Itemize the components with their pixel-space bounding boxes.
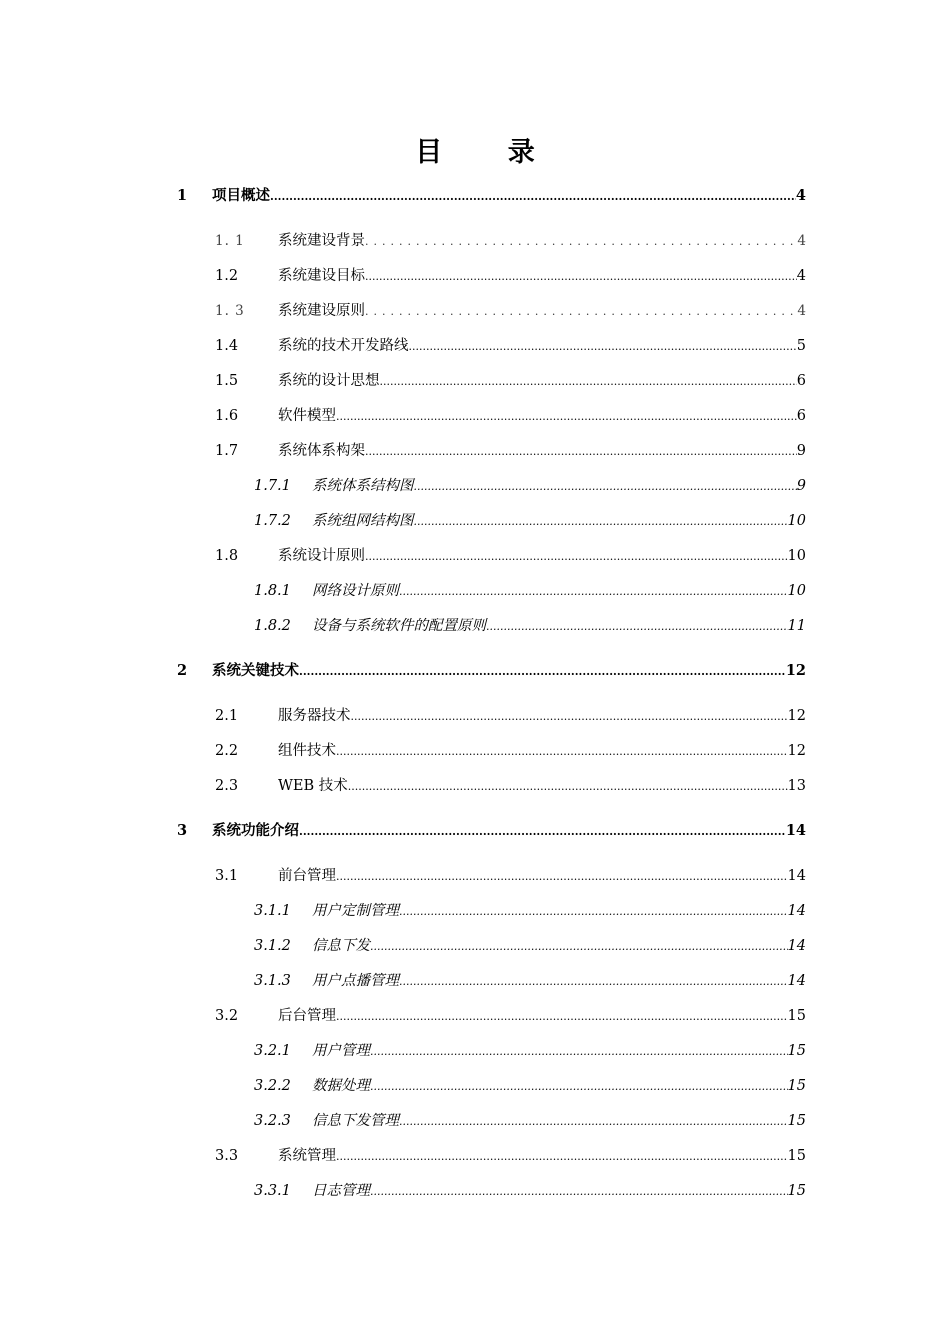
toc-page-number: 9: [796, 443, 806, 459]
toc-title: 系统的设计思想: [278, 373, 380, 389]
toc-title: 后台管理: [278, 1008, 336, 1024]
toc-dot-leader: [486, 614, 788, 639]
toc-entry[interactable]: [254, 1039, 806, 1063]
toc-page-number: 4: [797, 233, 806, 249]
toc-dot-leader: [336, 1144, 788, 1169]
toc-title: 前台管理: [278, 868, 336, 884]
toc-entry[interactable]: [254, 509, 806, 533]
toc-dot-leader: [399, 969, 788, 994]
toc-page-number: 10: [787, 583, 806, 599]
toc-page-number: 14: [785, 822, 806, 839]
toc-title: 网络设计原则: [312, 583, 399, 599]
toc-page-number: 12: [787, 743, 806, 759]
toc-page-number: 14: [787, 938, 806, 954]
toc-number: 1.6: [215, 408, 239, 424]
toc-dot-leader: [414, 474, 797, 499]
toc-entry[interactable]: [215, 1004, 806, 1028]
toc-page-number: 6: [796, 373, 806, 389]
toc-entry[interactable]: [215, 864, 806, 888]
toc-number: 2: [177, 662, 188, 679]
toc-number: 3.2: [215, 1008, 239, 1024]
toc-dot-leader: [365, 299, 797, 324]
toc-page-number: 14: [787, 903, 806, 919]
toc-entry[interactable]: [254, 899, 806, 923]
toc-title: 用户定制管理: [312, 903, 399, 919]
toc-title: 设备与系统软件的配置原则: [312, 618, 486, 634]
toc-dot-leader: [370, 1179, 788, 1204]
toc-dot-leader: [370, 934, 788, 959]
toc-number: 2.3: [215, 778, 239, 794]
toc-page-number: 12: [785, 662, 806, 679]
toc-number: 3.2.3: [254, 1113, 291, 1129]
toc-dot-leader: [365, 264, 797, 289]
toc-entry[interactable]: [254, 934, 806, 958]
toc-page-number: 5: [796, 338, 806, 354]
toc-dot-leader: [336, 739, 788, 764]
toc-dot-leader: [380, 369, 797, 394]
toc-page-number: 14: [787, 973, 806, 989]
toc-dot-leader: [270, 184, 796, 209]
toc-number: 2.2: [215, 743, 239, 759]
toc-number: 1.8.2: [254, 618, 291, 634]
toc-title: 系统建设背景: [278, 233, 365, 249]
toc-page-number: 14: [787, 868, 806, 884]
toc-title: 信息下发: [312, 938, 370, 954]
toc-number: 3.2.2: [254, 1078, 291, 1094]
toc-entry[interactable]: [254, 579, 806, 603]
toc-page-number: 15: [787, 1078, 806, 1094]
toc-entry[interactable]: [215, 544, 806, 568]
toc-number: 1. 3: [215, 303, 245, 319]
toc-entry[interactable]: [254, 969, 806, 993]
toc-page-number: 9: [796, 478, 806, 494]
toc-page-number: 15: [787, 1008, 806, 1024]
toc-entry[interactable]: [215, 704, 806, 728]
toc-title: 用户管理: [312, 1043, 370, 1059]
toc-entry[interactable]: [215, 1144, 806, 1168]
toc-dot-leader: [399, 579, 788, 604]
toc-number: 3.1.2: [254, 938, 291, 954]
page-title: 目 录: [415, 137, 563, 168]
toc-number: 1.5: [215, 373, 239, 389]
toc-dot-leader: [351, 704, 788, 729]
toc-number: 3.1.1: [254, 903, 291, 919]
toc-number: 1.4: [215, 338, 239, 354]
toc-page-number: 15: [787, 1113, 806, 1129]
toc-entry[interactable]: [177, 184, 806, 208]
toc-entry[interactable]: [254, 474, 806, 498]
toc-page-number: 11: [787, 618, 806, 634]
toc-page-number: 13: [787, 778, 806, 794]
toc-dot-leader: [370, 1074, 788, 1099]
toc-entry[interactable]: [215, 439, 806, 463]
toc-title: 数据处理: [312, 1078, 370, 1094]
toc-title: 系统体系构架: [278, 443, 365, 459]
toc-entry[interactable]: [215, 369, 806, 393]
toc-number: 1: [177, 187, 188, 204]
toc-entry[interactable]: [254, 1074, 806, 1098]
toc-dot-leader: [348, 774, 788, 799]
toc-title: 组件技术: [278, 743, 336, 759]
toc-title: 信息下发管理: [312, 1113, 399, 1129]
toc-title: 软件模型: [278, 408, 336, 424]
toc-number: 1. 1: [215, 233, 245, 249]
toc-dot-leader: [336, 864, 788, 889]
toc-dot-leader: [336, 404, 797, 429]
toc-dot-leader: [365, 544, 788, 569]
toc-entry[interactable]: [177, 659, 806, 683]
toc-title: 系统建设目标: [278, 268, 365, 284]
toc-number: 1.7.1: [254, 478, 291, 494]
toc-dot-leader: [414, 509, 788, 534]
toc-page-number: 4: [795, 187, 806, 204]
toc-title: 系统的技术开发路线: [278, 338, 409, 354]
toc-page-number: 15: [787, 1148, 806, 1164]
toc-dot-leader: [365, 229, 797, 254]
toc-page-number: 15: [787, 1043, 806, 1059]
toc-number: 3.3: [215, 1148, 239, 1164]
toc-entry[interactable]: [215, 299, 806, 323]
toc-number: 3.1: [215, 868, 239, 884]
toc-page-number: 10: [787, 513, 806, 529]
toc-title: 系统关键技术: [212, 663, 299, 679]
toc-dot-leader: [336, 1004, 788, 1029]
toc-page-number: 6: [796, 408, 806, 424]
toc-title: 系统设计原则: [278, 548, 365, 564]
toc-entry[interactable]: [215, 264, 806, 288]
toc-title: 日志管理: [312, 1183, 370, 1199]
toc-entry[interactable]: [254, 614, 806, 638]
toc-number: 1.7: [215, 443, 239, 459]
toc-title: 项目概述: [212, 188, 270, 204]
toc-dot-leader: [299, 659, 786, 684]
toc-entry[interactable]: [177, 819, 806, 843]
toc-page-number: 12: [787, 708, 806, 724]
toc-entry[interactable]: [215, 334, 806, 358]
toc-dot-leader: [399, 1109, 788, 1134]
toc-number: 1.8.1: [254, 583, 291, 599]
toc-entry[interactable]: [254, 1179, 806, 1203]
toc-number: 3.1.3: [254, 973, 291, 989]
toc-title: 系统管理: [278, 1148, 336, 1164]
toc-dot-leader: [409, 334, 797, 359]
toc-title: WEB 技术: [278, 778, 348, 794]
toc-entry[interactable]: [254, 1109, 806, 1133]
toc-page-number: 4: [796, 268, 806, 284]
toc-entry[interactable]: [215, 774, 806, 798]
toc-number: 3.2.1: [254, 1043, 291, 1059]
toc-title: 系统建设原则: [278, 303, 365, 319]
toc-number: 1.7.2: [254, 513, 291, 529]
toc-title: 系统组网结构图: [312, 513, 414, 529]
toc-title: 系统体系结构图: [312, 478, 414, 494]
toc-number: 2.1: [215, 708, 239, 724]
toc-title: 用户点播管理: [312, 973, 399, 989]
toc-page-number: 10: [787, 548, 806, 564]
toc-number: 1.2: [215, 268, 239, 284]
toc-dot-leader: [399, 899, 788, 924]
toc-number: 3: [177, 822, 188, 839]
toc-entry[interactable]: [215, 229, 806, 253]
toc-title: 系统功能介绍: [212, 823, 299, 839]
toc-number: 3.3.1: [254, 1183, 291, 1199]
toc-title: 服务器技术: [278, 708, 351, 724]
toc-dot-leader: [365, 439, 797, 464]
toc-number: 1.8: [215, 548, 239, 564]
toc-page-number: 15: [787, 1183, 806, 1199]
toc-entry[interactable]: [215, 404, 806, 428]
toc-dot-leader: [370, 1039, 788, 1064]
toc-page-number: 4: [797, 303, 806, 319]
toc-dot-leader: [299, 819, 786, 844]
toc-entry[interactable]: [215, 739, 806, 763]
